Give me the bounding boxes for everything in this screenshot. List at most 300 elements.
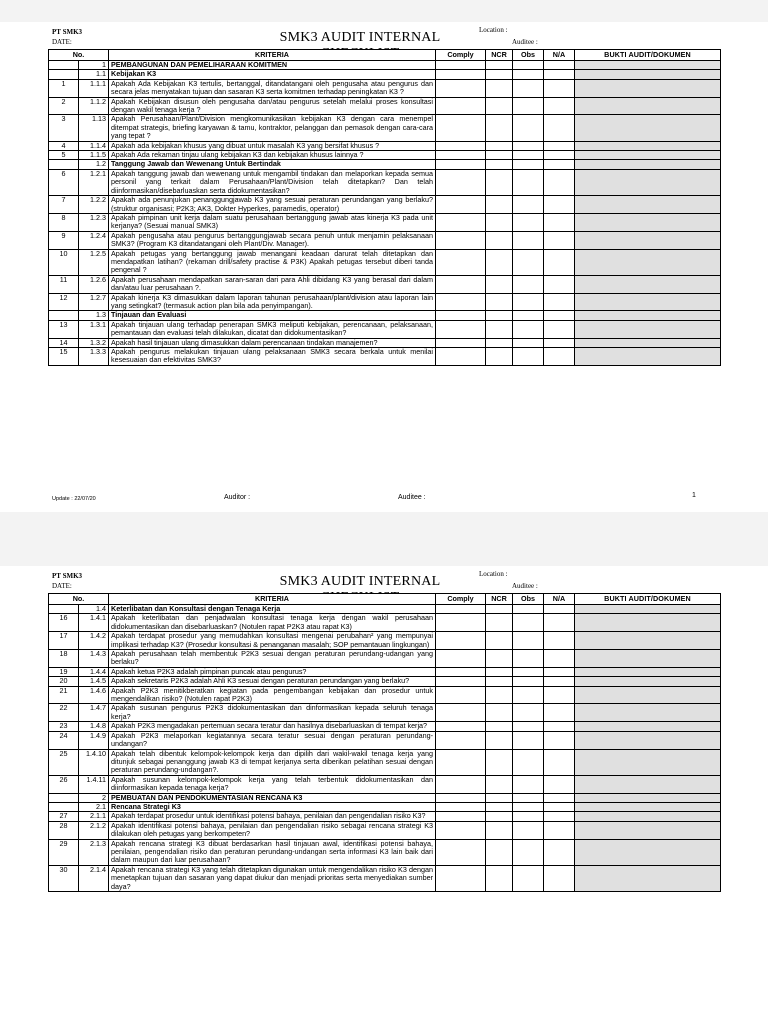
checklist-row xyxy=(49,169,721,195)
criteria-code: 1.3 xyxy=(79,311,109,320)
criteria-code: 1.2.5 xyxy=(79,249,109,275)
section-title: Tanggung Jawab dan Wewenang Untuk Bertindak xyxy=(109,160,436,169)
comply-cell[interactable] xyxy=(436,151,486,160)
criteria-text: Apakah pengurus melakukan tinjauan ulang pelaksanaan SMK3 secara berkala untuk menilai kesesuaian dan efektivitas SMK3? xyxy=(109,348,436,366)
obs-cell[interactable] xyxy=(513,275,544,293)
criteria-code: 1.4.11 xyxy=(79,775,109,793)
comply-cell[interactable] xyxy=(436,320,486,338)
ncr-cell[interactable] xyxy=(486,213,513,231)
na-cell[interactable] xyxy=(544,632,575,650)
evidence-cell[interactable] xyxy=(575,632,721,650)
criteria-code: 1.13 xyxy=(79,115,109,141)
criteria-code: 1.4.10 xyxy=(79,749,109,775)
criteria-text: Apakah ada kebijakan khusus yang dibuat untuk masalah K3 yang bersifat khusus ? xyxy=(109,141,436,150)
comply-cell[interactable] xyxy=(436,731,486,749)
section-title: Keterlibatan dan Konsultasi dengan Tenaga Kerja xyxy=(109,605,436,614)
na-cell[interactable] xyxy=(544,839,575,865)
criteria-text: Apakah perusahaan telah membentuk P2K3 sesuai dengan peraturan perundang-udangan yang berlaku? xyxy=(109,650,436,668)
checklist-row xyxy=(49,141,721,150)
na-cell[interactable] xyxy=(544,793,575,802)
ncr-cell[interactable] xyxy=(486,70,513,79)
criteria-text: Apakah susunan pengurus P2K3 didokumentasikan dan dinformasikan kepada seluruh tenaga kerja? xyxy=(109,704,436,722)
obs-cell[interactable] xyxy=(513,821,544,839)
na-cell[interactable] xyxy=(544,865,575,891)
evidence-cell[interactable] xyxy=(575,812,721,821)
comply-cell[interactable] xyxy=(436,79,486,97)
ncr-cell[interactable] xyxy=(486,749,513,775)
obs-cell[interactable] xyxy=(513,812,544,821)
section-title: PEMBUATAN DAN PENDOKUMENTASIAN RENCANA K3 xyxy=(109,793,436,802)
ncr-cell[interactable] xyxy=(486,650,513,668)
criteria-text: Apakah rencana strategi K3 yang telah ditetapkan digunakan untuk mengendalikan risiko K3 dengan menetapkan tujuan dan sasaran yang dapat diukur dan menjadi prioritas serta menyediakan sumber daya? xyxy=(109,865,436,891)
column-header-obs: Obs xyxy=(513,594,544,605)
comply-cell[interactable] xyxy=(436,97,486,115)
ncr-cell[interactable] xyxy=(486,61,513,70)
evidence-cell[interactable] xyxy=(575,686,721,704)
row-number: 18 xyxy=(49,650,79,668)
location-label: Location : xyxy=(479,570,508,578)
ncr-cell[interactable] xyxy=(486,293,513,311)
ncr-cell[interactable] xyxy=(486,115,513,141)
comply-cell[interactable] xyxy=(436,812,486,821)
comply-cell[interactable] xyxy=(436,348,486,366)
criteria-text: Apakah Perusahaan/Plant/Division mengkomunikasikan kebijakan K3 dengan cara menempel ditempat strategis, briefing karyawan & tamu, kontraktor, pelanggan dan pemasok dengan cara-cara yang tepat ? xyxy=(109,115,436,141)
row-number: 4 xyxy=(49,141,79,150)
obs-cell[interactable] xyxy=(513,97,544,115)
section-row xyxy=(49,61,721,70)
evidence-cell[interactable] xyxy=(575,293,721,311)
na-cell[interactable] xyxy=(544,731,575,749)
criteria-text: Apakah susunan kelompok-kelompok kerja yang telah terbentuk didokumentasikan dan diinformasikan kepada tenaga kerja? xyxy=(109,775,436,793)
criteria-code: 1.1 xyxy=(79,70,109,79)
evidence-cell[interactable] xyxy=(575,667,721,676)
ncr-cell[interactable] xyxy=(486,275,513,293)
obs-cell[interactable] xyxy=(513,338,544,347)
column-header-na: N/A xyxy=(544,50,575,61)
ncr-cell[interactable] xyxy=(486,348,513,366)
evidence-cell[interactable] xyxy=(575,97,721,115)
obs-cell[interactable] xyxy=(513,115,544,141)
row-number: 7 xyxy=(49,196,79,214)
obs-cell[interactable] xyxy=(513,293,544,311)
evidence-cell[interactable] xyxy=(575,196,721,214)
ncr-cell[interactable] xyxy=(486,249,513,275)
ncr-cell[interactable] xyxy=(486,605,513,614)
na-cell[interactable] xyxy=(544,686,575,704)
obs-cell[interactable] xyxy=(513,839,544,865)
evidence-cell[interactable] xyxy=(575,677,721,686)
section-row xyxy=(49,160,721,169)
criteria-text: Apakah terdapat prosedur untuk identifikasi potensi bahaya, penilaian dan pengendalian risiko K3? xyxy=(109,812,436,821)
obs-cell[interactable] xyxy=(513,348,544,366)
evidence-cell[interactable] xyxy=(575,61,721,70)
na-cell[interactable] xyxy=(544,650,575,668)
criteria-code: 1.3.2 xyxy=(79,338,109,347)
criteria-code: 2.1 xyxy=(79,802,109,811)
na-cell[interactable] xyxy=(544,775,575,793)
na-cell[interactable] xyxy=(544,605,575,614)
comply-cell[interactable] xyxy=(436,632,486,650)
row-number: 28 xyxy=(49,821,79,839)
evidence-cell[interactable] xyxy=(575,169,721,195)
comply-cell[interactable] xyxy=(436,160,486,169)
ncr-cell[interactable] xyxy=(486,677,513,686)
obs-cell[interactable] xyxy=(513,320,544,338)
evidence-cell[interactable] xyxy=(575,802,721,811)
criteria-code: 1.1.2 xyxy=(79,97,109,115)
criteria-code: 1.2.7 xyxy=(79,293,109,311)
evidence-cell[interactable] xyxy=(575,70,721,79)
row-number: 13 xyxy=(49,320,79,338)
comply-cell[interactable] xyxy=(436,213,486,231)
criteria-code: 2.1.4 xyxy=(79,865,109,891)
ncr-cell[interactable] xyxy=(486,231,513,249)
column-header-kriteria: KRITERIA xyxy=(109,50,436,61)
checklist-row xyxy=(49,650,721,668)
ncr-cell[interactable] xyxy=(486,97,513,115)
comply-cell[interactable] xyxy=(436,793,486,802)
checklist-row xyxy=(49,151,721,160)
na-cell[interactable] xyxy=(544,338,575,347)
ncr-cell[interactable] xyxy=(486,632,513,650)
row-number: 14 xyxy=(49,338,79,347)
obs-cell[interactable] xyxy=(513,650,544,668)
row-number: 25 xyxy=(49,749,79,775)
auditee-signature-label: Auditee : xyxy=(398,494,426,501)
comply-cell[interactable] xyxy=(436,686,486,704)
ncr-cell[interactable] xyxy=(486,338,513,347)
row-number: 9 xyxy=(49,231,79,249)
obs-cell[interactable] xyxy=(513,79,544,97)
column-header-obs: Obs xyxy=(513,50,544,61)
criteria-code: 1.4.5 xyxy=(79,677,109,686)
ncr-cell[interactable] xyxy=(486,865,513,891)
evidence-cell[interactable] xyxy=(575,141,721,150)
section-title: Tinjauan dan Evaluasi xyxy=(109,311,436,320)
ncr-cell[interactable] xyxy=(486,821,513,839)
evidence-cell[interactable] xyxy=(575,160,721,169)
row-number xyxy=(49,61,79,70)
checklist-row xyxy=(49,749,721,775)
evidence-cell[interactable] xyxy=(575,865,721,891)
comply-cell[interactable] xyxy=(436,196,486,214)
comply-cell[interactable] xyxy=(436,865,486,891)
obs-cell[interactable] xyxy=(513,614,544,632)
column-header-comply: Comply xyxy=(436,594,486,605)
comply-cell[interactable] xyxy=(436,667,486,676)
na-cell[interactable] xyxy=(544,821,575,839)
comply-cell[interactable] xyxy=(436,169,486,195)
ncr-cell[interactable] xyxy=(486,722,513,731)
comply-cell[interactable] xyxy=(436,311,486,320)
na-cell[interactable] xyxy=(544,722,575,731)
page-number: 1 xyxy=(692,492,696,499)
criteria-text: Apakah pimpinan unit kerja dalam suatu perusahaan bertanggung jawab atas kinerja K3 pada unit kerjanya? (Sesuai manual SMK3) xyxy=(109,213,436,231)
row-number: 10 xyxy=(49,249,79,275)
comply-cell[interactable] xyxy=(436,338,486,347)
obs-cell[interactable] xyxy=(513,231,544,249)
company-name: PT SMK3 xyxy=(52,28,83,36)
column-header-ncr: NCR xyxy=(486,50,513,61)
column-header-no: No. xyxy=(49,50,109,61)
ncr-cell[interactable] xyxy=(486,614,513,632)
ncr-cell[interactable] xyxy=(486,79,513,97)
evidence-cell[interactable] xyxy=(575,650,721,668)
evidence-cell[interactable] xyxy=(575,731,721,749)
checklist-row xyxy=(49,338,721,347)
comply-cell[interactable] xyxy=(436,61,486,70)
column-header-kriteria: KRITERIA xyxy=(109,594,436,605)
row-number xyxy=(49,605,79,614)
criteria-code: 1.4 xyxy=(79,605,109,614)
section-row xyxy=(49,802,721,811)
checklist-row xyxy=(49,812,721,821)
obs-cell[interactable] xyxy=(513,311,544,320)
comply-cell[interactable] xyxy=(436,821,486,839)
criteria-code: 1.4.4 xyxy=(79,667,109,676)
evidence-cell[interactable] xyxy=(575,231,721,249)
evidence-cell[interactable] xyxy=(575,749,721,775)
checklist-row xyxy=(49,677,721,686)
evidence-cell[interactable] xyxy=(575,115,721,141)
row-number: 22 xyxy=(49,704,79,722)
checklist-row xyxy=(49,686,721,704)
evidence-cell[interactable] xyxy=(575,348,721,366)
obs-cell[interactable] xyxy=(513,61,544,70)
row-number xyxy=(49,802,79,811)
na-cell[interactable] xyxy=(544,141,575,150)
row-number: 11 xyxy=(49,275,79,293)
ncr-cell[interactable] xyxy=(486,160,513,169)
criteria-text: Apakah ketua P2K3 adalah pimpinan puncak atau pengurus? xyxy=(109,667,436,676)
checklist-row xyxy=(49,775,721,793)
obs-cell[interactable] xyxy=(513,141,544,150)
obs-cell[interactable] xyxy=(513,749,544,775)
comply-cell[interactable] xyxy=(436,722,486,731)
obs-cell[interactable] xyxy=(513,686,544,704)
auditor-signature-label: Auditor : xyxy=(224,494,251,501)
na-cell[interactable] xyxy=(544,160,575,169)
obs-cell[interactable] xyxy=(513,802,544,811)
na-cell[interactable] xyxy=(544,667,575,676)
na-cell[interactable] xyxy=(544,249,575,275)
evidence-cell[interactable] xyxy=(575,151,721,160)
comply-cell[interactable] xyxy=(436,231,486,249)
section-title: Rencana Strategi K3 xyxy=(109,802,436,811)
na-cell[interactable] xyxy=(544,348,575,366)
evidence-cell[interactable] xyxy=(575,249,721,275)
criteria-code: 1.4.2 xyxy=(79,632,109,650)
obs-cell[interactable] xyxy=(513,793,544,802)
row-number: 26 xyxy=(49,775,79,793)
ncr-cell[interactable] xyxy=(486,311,513,320)
criteria-code: 1.4.7 xyxy=(79,704,109,722)
checklist-row xyxy=(49,275,721,293)
row-number: 5 xyxy=(49,151,79,160)
obs-cell[interactable] xyxy=(513,632,544,650)
row-number xyxy=(49,160,79,169)
obs-cell[interactable] xyxy=(513,605,544,614)
comply-cell[interactable] xyxy=(436,614,486,632)
obs-cell[interactable] xyxy=(513,704,544,722)
row-number xyxy=(49,70,79,79)
checklist-page-1 xyxy=(0,22,768,512)
na-cell[interactable] xyxy=(544,320,575,338)
checklist-row xyxy=(49,348,721,366)
evidence-cell[interactable] xyxy=(575,275,721,293)
ncr-cell[interactable] xyxy=(486,793,513,802)
ncr-cell[interactable] xyxy=(486,839,513,865)
na-cell[interactable] xyxy=(544,213,575,231)
na-cell[interactable] xyxy=(544,704,575,722)
checklist-row xyxy=(49,115,721,141)
criteria-code: 1.1.5 xyxy=(79,151,109,160)
na-cell[interactable] xyxy=(544,812,575,821)
comply-cell[interactable] xyxy=(436,650,486,668)
criteria-text: Apakah terdapat prosedur yang memudahkan konsultasi mengenai perubahan² yang mempunyai implikasi terhadap K3? (Prosedur konsultasi & penanganan masalah; SOP pemantauan lingkungan) xyxy=(109,632,436,650)
ncr-cell[interactable] xyxy=(486,667,513,676)
row-number xyxy=(49,793,79,802)
comply-cell[interactable] xyxy=(436,749,486,775)
ncr-cell[interactable] xyxy=(486,731,513,749)
comply-cell[interactable] xyxy=(436,677,486,686)
na-cell[interactable] xyxy=(544,749,575,775)
obs-cell[interactable] xyxy=(513,865,544,891)
comply-cell[interactable] xyxy=(436,839,486,865)
row-number: 15 xyxy=(49,348,79,366)
obs-cell[interactable] xyxy=(513,169,544,195)
na-cell[interactable] xyxy=(544,231,575,249)
comply-cell[interactable] xyxy=(436,802,486,811)
ncr-cell[interactable] xyxy=(486,169,513,195)
column-header-comply: Comply xyxy=(436,50,486,61)
ncr-cell[interactable] xyxy=(486,686,513,704)
criteria-text: Apakah tanggung jawab dan wewenang untuk mengambil tindakan dan melaporkan kepada semua personil yang terkait dalam Perusahaan/Plant/Division telah ditetapkan? Dan telah diinformasikan/disebarluaskan serta didokumentasikan? xyxy=(109,169,436,195)
row-number: 8 xyxy=(49,213,79,231)
section-row xyxy=(49,605,721,614)
date-label: DATE: xyxy=(52,582,72,590)
row-number: 23 xyxy=(49,722,79,731)
ncr-cell[interactable] xyxy=(486,802,513,811)
ncr-cell[interactable] xyxy=(486,320,513,338)
evidence-cell[interactable] xyxy=(575,793,721,802)
ncr-cell[interactable] xyxy=(486,141,513,150)
document-title: SMK3 AUDIT INTERNAL xyxy=(279,30,441,45)
criteria-code: 2 xyxy=(79,793,109,802)
criteria-code: 1.3.1 xyxy=(79,320,109,338)
checklist-row xyxy=(49,213,721,231)
obs-cell[interactable] xyxy=(513,196,544,214)
criteria-code: 2.1.1 xyxy=(79,812,109,821)
ncr-cell[interactable] xyxy=(486,704,513,722)
obs-cell[interactable] xyxy=(513,775,544,793)
evidence-cell[interactable] xyxy=(575,821,721,839)
checklist-row xyxy=(49,79,721,97)
evidence-cell[interactable] xyxy=(575,79,721,97)
na-cell[interactable] xyxy=(544,293,575,311)
obs-cell[interactable] xyxy=(513,151,544,160)
evidence-cell[interactable] xyxy=(575,605,721,614)
evidence-cell[interactable] xyxy=(575,775,721,793)
obs-cell[interactable] xyxy=(513,677,544,686)
checklist-row xyxy=(49,722,721,731)
section-row xyxy=(49,793,721,802)
comply-cell[interactable] xyxy=(436,275,486,293)
evidence-cell[interactable] xyxy=(575,614,721,632)
ncr-cell[interactable] xyxy=(486,775,513,793)
obs-cell[interactable] xyxy=(513,249,544,275)
evidence-cell[interactable] xyxy=(575,320,721,338)
evidence-cell[interactable] xyxy=(575,311,721,320)
evidence-cell[interactable] xyxy=(575,338,721,347)
comply-cell[interactable] xyxy=(436,293,486,311)
na-cell[interactable] xyxy=(544,97,575,115)
row-number: 2 xyxy=(49,97,79,115)
comply-cell[interactable] xyxy=(436,605,486,614)
criteria-text: Apakah Ada rekaman tinjau ulang kebijakan K3 dan kebijakan khusus lainnya ? xyxy=(109,151,436,160)
obs-cell[interactable] xyxy=(513,667,544,676)
na-cell[interactable] xyxy=(544,115,575,141)
section-title: PEMBANGUNAN DAN PEMELIHARAAN KOMITMEN xyxy=(109,61,436,70)
criteria-text: Apakah Kebijakan disusun oleh pengusaha dan/atau pengurus setelah melalui proses konsultasi dengan wakil tenaga kerja ? xyxy=(109,97,436,115)
evidence-cell[interactable] xyxy=(575,722,721,731)
column-header-bukti: BUKTI AUDIT/DOKUMEN xyxy=(575,50,721,61)
na-cell[interactable] xyxy=(544,275,575,293)
checklist-row xyxy=(49,231,721,249)
ncr-cell[interactable] xyxy=(486,196,513,214)
evidence-cell[interactable] xyxy=(575,704,721,722)
comply-cell[interactable] xyxy=(436,775,486,793)
na-cell[interactable] xyxy=(544,802,575,811)
na-cell[interactable] xyxy=(544,79,575,97)
obs-cell[interactable] xyxy=(513,722,544,731)
criteria-text: Apakah rencana strategi K3 dibuat berdasarkan hasil tinjauan awal, identifikasi potensi bahaya, penilaian, pengendalian risiko dan peraturan perundang-undangan serta informasi K3 lain baik dari dalam maupun dari luar perusahaan? xyxy=(109,839,436,865)
criteria-text: Apakah ada penunjukan penanggungjawab K3 yang sesuai peraturan perundangan yang berlaku? (struktur organisasi; P2K3; AK3, Dokter Hyperkes, paramedis, operator) xyxy=(109,196,436,214)
evidence-cell[interactable] xyxy=(575,839,721,865)
checklist-row xyxy=(49,614,721,632)
comply-cell[interactable] xyxy=(436,141,486,150)
comply-cell[interactable] xyxy=(436,70,486,79)
obs-cell[interactable] xyxy=(513,213,544,231)
criteria-text: Apakah sekretaris P2K3 adalah Ahli K3 sesuai dengan peraturan perundangan yang berlaku? xyxy=(109,677,436,686)
evidence-cell[interactable] xyxy=(575,213,721,231)
row-number xyxy=(49,311,79,320)
criteria-text: Apakah telah dibentuk kelompok-kelompok kerja dan dipilih dari wakil-wakil tenaga kerja yang ditunjuk sebagai penanggung jawab K3 di tempat kerjanya serta diberikan pelatihan sesuai dengan peraturan perundang-undangan?. xyxy=(109,749,436,775)
na-cell[interactable] xyxy=(544,70,575,79)
na-cell[interactable] xyxy=(544,169,575,195)
na-cell[interactable] xyxy=(544,614,575,632)
na-cell[interactable] xyxy=(544,677,575,686)
ncr-cell[interactable] xyxy=(486,151,513,160)
comply-cell[interactable] xyxy=(436,115,486,141)
row-number: 20 xyxy=(49,677,79,686)
criteria-code: 1.3.3 xyxy=(79,348,109,366)
comply-cell[interactable] xyxy=(436,249,486,275)
comply-cell[interactable] xyxy=(436,704,486,722)
na-cell[interactable] xyxy=(544,196,575,214)
na-cell[interactable] xyxy=(544,61,575,70)
obs-cell[interactable] xyxy=(513,70,544,79)
row-number: 1 xyxy=(49,79,79,97)
obs-cell[interactable] xyxy=(513,160,544,169)
criteria-code: 1.2.3 xyxy=(79,213,109,231)
ncr-cell[interactable] xyxy=(486,812,513,821)
na-cell[interactable] xyxy=(544,151,575,160)
checklist-row xyxy=(49,731,721,749)
document-title: SMK3 AUDIT INTERNAL xyxy=(279,574,441,589)
na-cell[interactable] xyxy=(544,311,575,320)
obs-cell[interactable] xyxy=(513,731,544,749)
